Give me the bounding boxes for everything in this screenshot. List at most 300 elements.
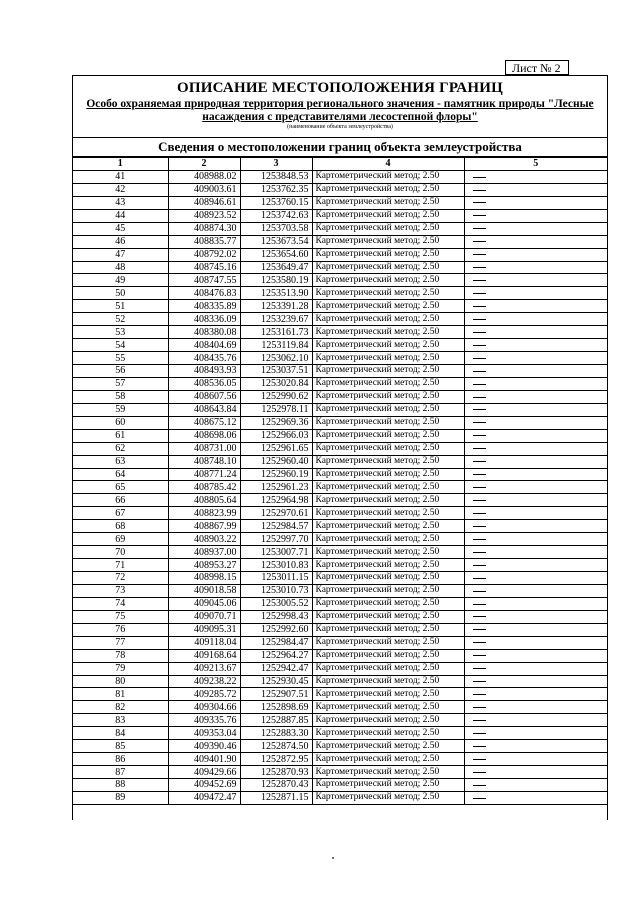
dash-mark: [473, 267, 486, 268]
point-number-cell: 56: [73, 365, 168, 378]
y-coordinate-cell: 1253161.73: [240, 326, 312, 339]
point-number-cell: 46: [73, 235, 168, 248]
document-title: ОПИСАНИЕ МЕСТОПОЛОЖЕНИЯ ГРАНИЦ: [177, 80, 503, 96]
method-accuracy-cell: Картометрический метод; 2.50: [312, 584, 464, 597]
dash-mark: [473, 707, 486, 708]
y-coordinate-cell: 1252992.60: [240, 623, 312, 636]
point-number-cell: 58: [73, 390, 168, 403]
method-accuracy-cell: Картометрический метод; 2.50: [312, 494, 464, 507]
y-coordinate-cell: 1252964.27: [240, 649, 312, 662]
dash-mark: [473, 409, 486, 410]
x-coordinate-cell: 409285.72: [168, 688, 240, 701]
description-cell: [464, 533, 607, 546]
table-row: [73, 300, 607, 313]
table-row: [73, 727, 607, 740]
x-coordinate-cell: 408998.15: [168, 572, 240, 585]
section-title: Сведения о местоположении границ объекта землеустройства: [73, 137, 607, 157]
boundary-points-table: [73, 157, 607, 805]
x-coordinate-cell: 408792.02: [168, 248, 240, 261]
dash-mark: [473, 539, 486, 540]
dash-mark: [473, 629, 486, 630]
point-number-cell: 49: [73, 274, 168, 287]
object-name: Особо охраняемая природная территория регионального значения - памятник природы "Лесные насаждения с представителями лесостепной флоры": [86, 98, 594, 123]
table-row: [73, 520, 607, 533]
table-row: [73, 390, 607, 403]
dash-mark: [473, 565, 486, 566]
description-cell: [464, 416, 607, 429]
description-cell: [464, 572, 607, 585]
table-row: [73, 779, 607, 792]
dash-mark: [473, 500, 486, 501]
description-cell: [464, 727, 607, 740]
method-accuracy-cell: Картометрический метод; 2.50: [312, 416, 464, 429]
description-cell: [464, 584, 607, 597]
method-accuracy-cell: Картометрический метод; 2.50: [312, 662, 464, 675]
x-coordinate-cell: 409304.66: [168, 701, 240, 714]
table-row: [73, 791, 607, 804]
description-cell: [464, 649, 607, 662]
y-coordinate-cell: 1252990.62: [240, 390, 312, 403]
y-coordinate-cell: 1253005.52: [240, 597, 312, 610]
method-accuracy-cell: Картометрический метод; 2.50: [312, 533, 464, 546]
dash-mark: [473, 655, 486, 656]
description-cell: [464, 740, 607, 753]
point-number-cell: 76: [73, 623, 168, 636]
table-row: [73, 766, 607, 779]
method-accuracy-cell: Картометрический метод; 2.50: [312, 572, 464, 585]
method-accuracy-cell: Картометрический метод; 2.50: [312, 753, 464, 766]
column-header: 1: [73, 158, 168, 171]
x-coordinate-cell: 409401.90: [168, 753, 240, 766]
table-row: [73, 274, 607, 287]
dash-mark: [473, 177, 486, 178]
table-row: [73, 455, 607, 468]
point-number-cell: 78: [73, 649, 168, 662]
table-row: [73, 714, 607, 727]
x-coordinate-cell: 409118.04: [168, 636, 240, 649]
dash-mark: [473, 591, 486, 592]
dash-mark: [473, 616, 486, 617]
method-accuracy-cell: Картометрический метод; 2.50: [312, 170, 464, 183]
point-number-cell: 42: [73, 183, 168, 196]
dash-mark: [473, 215, 486, 216]
y-coordinate-cell: 1253673.54: [240, 235, 312, 248]
y-coordinate-cell: 1252872.95: [240, 753, 312, 766]
column-header: 5: [464, 158, 607, 171]
x-coordinate-cell: 409095.31: [168, 623, 240, 636]
table-row: [73, 623, 607, 636]
dash-mark: [473, 668, 486, 669]
y-coordinate-cell: 1253391.28: [240, 300, 312, 313]
y-coordinate-cell: 1253848.53: [240, 170, 312, 183]
point-number-cell: 75: [73, 610, 168, 623]
method-accuracy-cell: Картометрический метод; 2.50: [312, 740, 464, 753]
y-coordinate-cell: 1253010.73: [240, 584, 312, 597]
description-cell: [464, 481, 607, 494]
point-number-cell: 60: [73, 416, 168, 429]
description-cell: [464, 352, 607, 365]
dash-mark: [473, 526, 486, 527]
table-row: [73, 442, 607, 455]
table-row: [73, 584, 607, 597]
description-cell: [464, 662, 607, 675]
x-coordinate-cell: 408874.30: [168, 222, 240, 235]
table-row: [73, 313, 607, 326]
method-accuracy-cell: Картометрический метод; 2.50: [312, 365, 464, 378]
dash-mark: [473, 681, 486, 682]
table-row: [73, 365, 607, 378]
dash-mark: [473, 280, 486, 281]
table-row: [73, 688, 607, 701]
table-row: [73, 170, 607, 183]
dash-mark: [473, 358, 486, 359]
x-coordinate-cell: 409452.69: [168, 779, 240, 792]
method-accuracy-cell: Картометрический метод; 2.50: [312, 352, 464, 365]
x-coordinate-cell: 409168.64: [168, 649, 240, 662]
x-coordinate-cell: 408493.93: [168, 365, 240, 378]
dash-mark: [473, 202, 486, 203]
method-accuracy-cell: Картометрический метод; 2.50: [312, 390, 464, 403]
y-coordinate-cell: 1253760.15: [240, 196, 312, 209]
dash-mark: [473, 604, 486, 605]
x-coordinate-cell: 408404.69: [168, 339, 240, 352]
method-accuracy-cell: Картометрический метод; 2.50: [312, 520, 464, 533]
dash-mark: [473, 435, 486, 436]
method-accuracy-cell: Картометрический метод; 2.50: [312, 403, 464, 416]
object-name-caption: (наименование объекта землеустройства): [287, 124, 393, 130]
y-coordinate-cell: 1252960.19: [240, 468, 312, 481]
table-row: [73, 675, 607, 688]
x-coordinate-cell: 408953.27: [168, 559, 240, 572]
x-coordinate-cell: 408946.61: [168, 196, 240, 209]
point-number-cell: 57: [73, 377, 168, 390]
point-number-cell: 66: [73, 494, 168, 507]
y-coordinate-cell: 1252961.65: [240, 442, 312, 455]
method-accuracy-cell: Картометрический метод; 2.50: [312, 274, 464, 287]
table-row: [73, 209, 607, 222]
y-coordinate-cell: 1252966.03: [240, 429, 312, 442]
document-frame: [72, 75, 608, 820]
method-accuracy-cell: Картометрический метод; 2.50: [312, 636, 464, 649]
y-coordinate-cell: 1252907.51: [240, 688, 312, 701]
description-cell: [464, 507, 607, 520]
description-cell: [464, 714, 607, 727]
point-number-cell: 48: [73, 261, 168, 274]
table-row: [73, 753, 607, 766]
table-row: [73, 597, 607, 610]
y-coordinate-cell: 1253007.71: [240, 546, 312, 559]
description-cell: [464, 494, 607, 507]
dash-mark: [473, 228, 486, 229]
method-accuracy-cell: Картометрический метод; 2.50: [312, 209, 464, 222]
description-cell: [464, 636, 607, 649]
method-accuracy-cell: Картометрический метод; 2.50: [312, 313, 464, 326]
dash-mark: [473, 513, 486, 514]
table-row: [73, 429, 607, 442]
dash-mark: [473, 306, 486, 307]
x-coordinate-cell: 408435.76: [168, 352, 240, 365]
x-coordinate-cell: 408937.00: [168, 546, 240, 559]
table-row: [73, 610, 607, 623]
table-row: [73, 559, 607, 572]
y-coordinate-cell: 1252969.36: [240, 416, 312, 429]
point-number-cell: 41: [73, 170, 168, 183]
dash-mark: [473, 746, 486, 747]
table-row: [73, 222, 607, 235]
x-coordinate-cell: 409070.71: [168, 610, 240, 623]
method-accuracy-cell: Картометрический метод; 2.50: [312, 791, 464, 804]
method-accuracy-cell: Картометрический метод; 2.50: [312, 377, 464, 390]
dash-mark: [473, 397, 486, 398]
point-number-cell: 68: [73, 520, 168, 533]
x-coordinate-cell: 409335.76: [168, 714, 240, 727]
y-coordinate-cell: 1253037.51: [240, 365, 312, 378]
point-number-cell: 69: [73, 533, 168, 546]
description-cell: [464, 196, 607, 209]
sheet-number-label: Лист № 2: [505, 60, 569, 75]
dash-mark: [473, 772, 486, 773]
description-cell: [464, 429, 607, 442]
method-accuracy-cell: Картометрический метод; 2.50: [312, 623, 464, 636]
description-cell: [464, 261, 607, 274]
table-row: [73, 183, 607, 196]
method-accuracy-cell: Картометрический метод; 2.50: [312, 546, 464, 559]
point-number-cell: 87: [73, 766, 168, 779]
x-coordinate-cell: 408607.56: [168, 390, 240, 403]
point-number-cell: 51: [73, 300, 168, 313]
table-row: [73, 468, 607, 481]
x-coordinate-cell: 409429.66: [168, 766, 240, 779]
point-number-cell: 88: [73, 779, 168, 792]
description-cell: [464, 597, 607, 610]
y-coordinate-cell: 1252874.50: [240, 740, 312, 753]
dash-mark: [473, 694, 486, 695]
description-cell: [464, 688, 607, 701]
table-row: [73, 662, 607, 675]
x-coordinate-cell: 408335.89: [168, 300, 240, 313]
method-accuracy-cell: Картометрический метод; 2.50: [312, 714, 464, 727]
method-accuracy-cell: Картометрический метод; 2.50: [312, 183, 464, 196]
description-cell: [464, 546, 607, 559]
dash-mark: [473, 319, 486, 320]
y-coordinate-cell: 1252970.61: [240, 507, 312, 520]
point-number-cell: 70: [73, 546, 168, 559]
table-row: [73, 494, 607, 507]
table-row: [73, 546, 607, 559]
y-coordinate-cell: 1253742.63: [240, 209, 312, 222]
dash-mark: [473, 733, 486, 734]
description-cell: [464, 183, 607, 196]
point-number-cell: 47: [73, 248, 168, 261]
table-row: [73, 261, 607, 274]
description-cell: [464, 701, 607, 714]
method-accuracy-cell: Картометрический метод; 2.50: [312, 235, 464, 248]
x-coordinate-cell: 408903.22: [168, 533, 240, 546]
y-coordinate-cell: 1252998.43: [240, 610, 312, 623]
point-number-cell: 64: [73, 468, 168, 481]
x-coordinate-cell: 409003.61: [168, 183, 240, 196]
y-coordinate-cell: 1252870.93: [240, 766, 312, 779]
x-coordinate-cell: 408380.08: [168, 326, 240, 339]
description-cell: [464, 248, 607, 261]
y-coordinate-cell: 1253649.47: [240, 261, 312, 274]
table-row: [73, 235, 607, 248]
y-coordinate-cell: 1253010.83: [240, 559, 312, 572]
x-coordinate-cell: 408698.06: [168, 429, 240, 442]
description-cell: [464, 313, 607, 326]
y-coordinate-cell: 1252898.69: [240, 701, 312, 714]
y-coordinate-cell: 1252964.98: [240, 494, 312, 507]
description-cell: [464, 339, 607, 352]
method-accuracy-cell: Картометрический метод; 2.50: [312, 468, 464, 481]
description-cell: [464, 791, 607, 804]
table-row: [73, 339, 607, 352]
y-coordinate-cell: 1253011.15: [240, 572, 312, 585]
point-number-cell: 81: [73, 688, 168, 701]
y-coordinate-cell: 1253062.10: [240, 352, 312, 365]
x-coordinate-cell: 409213.67: [168, 662, 240, 675]
point-number-cell: 45: [73, 222, 168, 235]
point-number-cell: 59: [73, 403, 168, 416]
x-coordinate-cell: 408748.10: [168, 455, 240, 468]
x-coordinate-cell: 408988.02: [168, 170, 240, 183]
x-coordinate-cell: 408823.99: [168, 507, 240, 520]
table-row: [73, 403, 607, 416]
dash-mark: [473, 578, 486, 579]
x-coordinate-cell: 408835.77: [168, 235, 240, 248]
y-coordinate-cell: 1252883.30: [240, 727, 312, 740]
y-coordinate-cell: 1252984.57: [240, 520, 312, 533]
method-accuracy-cell: Картометрический метод; 2.50: [312, 442, 464, 455]
x-coordinate-cell: 408923.52: [168, 209, 240, 222]
description-cell: [464, 442, 607, 455]
dash-mark: [473, 293, 486, 294]
y-coordinate-cell: 1253119.84: [240, 339, 312, 352]
point-number-cell: 74: [73, 597, 168, 610]
dash-mark: [473, 461, 486, 462]
x-coordinate-cell: 409472.47: [168, 791, 240, 804]
dash-mark: [473, 759, 486, 760]
column-header: 3: [240, 158, 312, 171]
method-accuracy-cell: Картометрический метод; 2.50: [312, 597, 464, 610]
dash-mark: [473, 720, 486, 721]
x-coordinate-cell: 408745.16: [168, 261, 240, 274]
x-coordinate-cell: 408785.42: [168, 481, 240, 494]
point-number-cell: 44: [73, 209, 168, 222]
scan-speck: [332, 857, 334, 859]
method-accuracy-cell: Картометрический метод; 2.50: [312, 559, 464, 572]
dash-mark: [473, 241, 486, 242]
y-coordinate-cell: 1252870.43: [240, 779, 312, 792]
point-number-cell: 63: [73, 455, 168, 468]
table-row: [73, 196, 607, 209]
table-row: [73, 416, 607, 429]
method-accuracy-cell: Картометрический метод; 2.50: [312, 429, 464, 442]
point-number-cell: 43: [73, 196, 168, 209]
point-number-cell: 65: [73, 481, 168, 494]
table-row: [73, 287, 607, 300]
method-accuracy-cell: Картометрический метод; 2.50: [312, 287, 464, 300]
table-row: [73, 649, 607, 662]
table-row: [73, 326, 607, 339]
description-cell: [464, 455, 607, 468]
description-cell: [464, 559, 607, 572]
method-accuracy-cell: Картометрический метод; 2.50: [312, 779, 464, 792]
description-cell: [464, 365, 607, 378]
y-coordinate-cell: 1252930.45: [240, 675, 312, 688]
x-coordinate-cell: 408771.24: [168, 468, 240, 481]
x-coordinate-cell: 408536.05: [168, 377, 240, 390]
point-number-cell: 62: [73, 442, 168, 455]
x-coordinate-cell: 408867.99: [168, 520, 240, 533]
point-number-cell: 50: [73, 287, 168, 300]
x-coordinate-cell: 409353.04: [168, 727, 240, 740]
description-cell: [464, 326, 607, 339]
y-coordinate-cell: 1252978.11: [240, 403, 312, 416]
dash-mark: [473, 384, 486, 385]
point-number-cell: 84: [73, 727, 168, 740]
point-number-cell: 67: [73, 507, 168, 520]
y-coordinate-cell: 1253513.90: [240, 287, 312, 300]
dash-mark: [473, 785, 486, 786]
column-header: 2: [168, 158, 240, 171]
method-accuracy-cell: Картометрический метод; 2.50: [312, 222, 464, 235]
method-accuracy-cell: Картометрический метод; 2.50: [312, 688, 464, 701]
method-accuracy-cell: Картометрический метод; 2.50: [312, 300, 464, 313]
method-accuracy-cell: Картометрический метод; 2.50: [312, 610, 464, 623]
method-accuracy-cell: Картометрический метод; 2.50: [312, 507, 464, 520]
x-coordinate-cell: 408747.55: [168, 274, 240, 287]
table-row: [73, 507, 607, 520]
point-number-cell: 53: [73, 326, 168, 339]
dash-mark: [473, 474, 486, 475]
x-coordinate-cell: 408731.00: [168, 442, 240, 455]
dash-mark: [473, 254, 486, 255]
point-number-cell: 82: [73, 701, 168, 714]
x-coordinate-cell: 409018.58: [168, 584, 240, 597]
description-cell: [464, 300, 607, 313]
table-row: [73, 377, 607, 390]
dash-mark: [473, 552, 486, 553]
x-coordinate-cell: 408336.09: [168, 313, 240, 326]
description-cell: [464, 623, 607, 636]
point-number-cell: 86: [73, 753, 168, 766]
y-coordinate-cell: 1253239.67: [240, 313, 312, 326]
method-accuracy-cell: Картометрический метод; 2.50: [312, 481, 464, 494]
dash-mark: [473, 345, 486, 346]
dash-mark: [473, 642, 486, 643]
method-accuracy-cell: Картометрический метод; 2.50: [312, 701, 464, 714]
point-number-cell: 89: [73, 791, 168, 804]
dash-mark: [473, 190, 486, 191]
description-cell: [464, 520, 607, 533]
dash-mark: [473, 448, 486, 449]
x-coordinate-cell: 408643.84: [168, 403, 240, 416]
table-header-row: [73, 158, 607, 171]
point-number-cell: 73: [73, 584, 168, 597]
point-number-cell: 52: [73, 313, 168, 326]
description-cell: [464, 403, 607, 416]
description-cell: [464, 170, 607, 183]
description-cell: [464, 675, 607, 688]
table-row: [73, 701, 607, 714]
method-accuracy-cell: Картометрический метод; 2.50: [312, 727, 464, 740]
description-cell: [464, 235, 607, 248]
description-cell: [464, 209, 607, 222]
x-coordinate-cell: 408805.64: [168, 494, 240, 507]
method-accuracy-cell: Картометрический метод; 2.50: [312, 261, 464, 274]
method-accuracy-cell: Картометрический метод; 2.50: [312, 649, 464, 662]
